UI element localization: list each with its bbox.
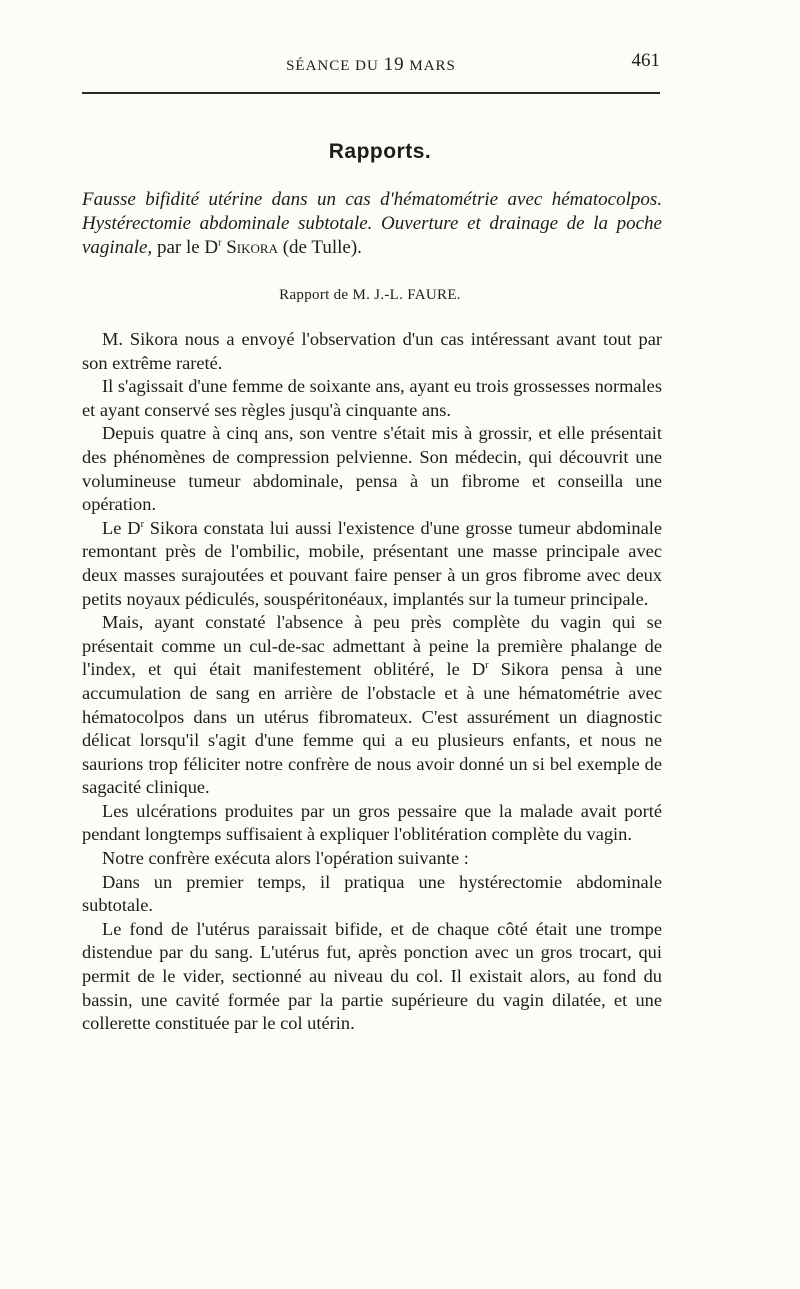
article-title bbox=[82, 188, 662, 260]
running-head-day: 19 bbox=[383, 54, 405, 75]
paragraph: Dans un premier temps, il pratiqua une hystérectomie abdominale subtotale. bbox=[82, 871, 662, 916]
paragraph: Depuis quatre à cinq ans, son ventre s'était mis à grossir, et elle présentait des phénomènes de compression pelvienne. Son médecin, qui découvrit une volumineuse tumeur abdominale, pensa à un fibrome et conseilla une opération. bbox=[82, 423, 662, 515]
paragraph-text: Le D bbox=[102, 517, 141, 538]
paragraph: Il s'agissait d'une femme de soixante ans, ayant eu trois grossesses normales et ayant conservé ses règles jusqu'à cinquante ans. bbox=[82, 376, 662, 420]
paragraph: Les ulcérations produites par un gros pessaire que la malade avait porté pendant longtemps suffisaient à expliquer l'oblitération complète du vagin. bbox=[82, 800, 662, 845]
body-text bbox=[82, 328, 662, 1036]
article-title-text: Fausse bifidité utérine dans un cas d'hématométrie avec hématocolpos. Hystérectomie abdominale subtotale. Ouverture et drainage de la poche vaginale, bbox=[82, 189, 662, 258]
paragraph: Notre confrère exécuta alors l'opération suivante : bbox=[102, 848, 469, 869]
paragraph: M. Sikora nous a envoyé l'observation d'un cas intéressant avant tout par son extrême rareté. bbox=[82, 329, 662, 373]
paragraph bbox=[82, 517, 662, 611]
doctor-abbrev-sup: r bbox=[485, 660, 489, 672]
paragraph-text: Sikora constata lui aussi l'existence d'une grosse tumeur abdominale remontant près de l'ombilic, mobile, présentant une masse principale avec deux masses surajoutées et pouvant faire penser à un gros fibrome avec deux petits noyaux pédiculés, souspéritonéaux, implantés sur la tumeur principale. bbox=[82, 517, 663, 609]
paragraph: Le fond de l'utérus paraissait bifide, et de chaque côté était une trompe distendue par du sang. L'utérus fut, après ponction avec un gros trocart, qui permit de le vider, sectionné au niveau du col. Il existait alors, au fond du bassin, une cavité formée par la partie supérieure du vagin dilatée, et une collerette constituée par le col utérin. bbox=[82, 918, 662, 1034]
section-title: Rapports. bbox=[328, 140, 432, 163]
running-head-prefix: SÉANCE DU bbox=[286, 58, 379, 74]
paragraph-text: Sikora pensa à une accumulation de sang en arrière de l'obstacle et à une hématométrie avec hématocolpos dans un utérus fibromateux. C'est assurément un diagnostic délicat lorsqu'il s'agit d'une femme qui a eu plusieurs enfants, et nous ne saurions trop féliciter notre confrère de nous avoir donné un si bel exemple de sagacité clinique. bbox=[82, 659, 662, 798]
page-header bbox=[82, 48, 660, 94]
doctor-abbrev-sup: r bbox=[140, 518, 144, 530]
doctor-abbrev-sup: r bbox=[218, 237, 222, 249]
article-title-by: par le D bbox=[152, 237, 219, 258]
paragraph bbox=[82, 611, 662, 800]
report-byline: Rapport de M. J.-L. FAURE. bbox=[279, 287, 461, 303]
page-number: 461 bbox=[631, 50, 660, 71]
running-head bbox=[82, 54, 660, 76]
running-head-month: MARS bbox=[409, 58, 456, 74]
article-author: Sikora bbox=[221, 237, 278, 258]
paragraph-text: Mais, ayant constaté l'absence à peu près complète du vagin qui se présentait comme un cul-de-sac admettant à peine la première phalange de l'index, et qui était manifestement oblitéré, le D bbox=[82, 612, 662, 680]
article-author-place: (de Tulle). bbox=[277, 237, 362, 258]
